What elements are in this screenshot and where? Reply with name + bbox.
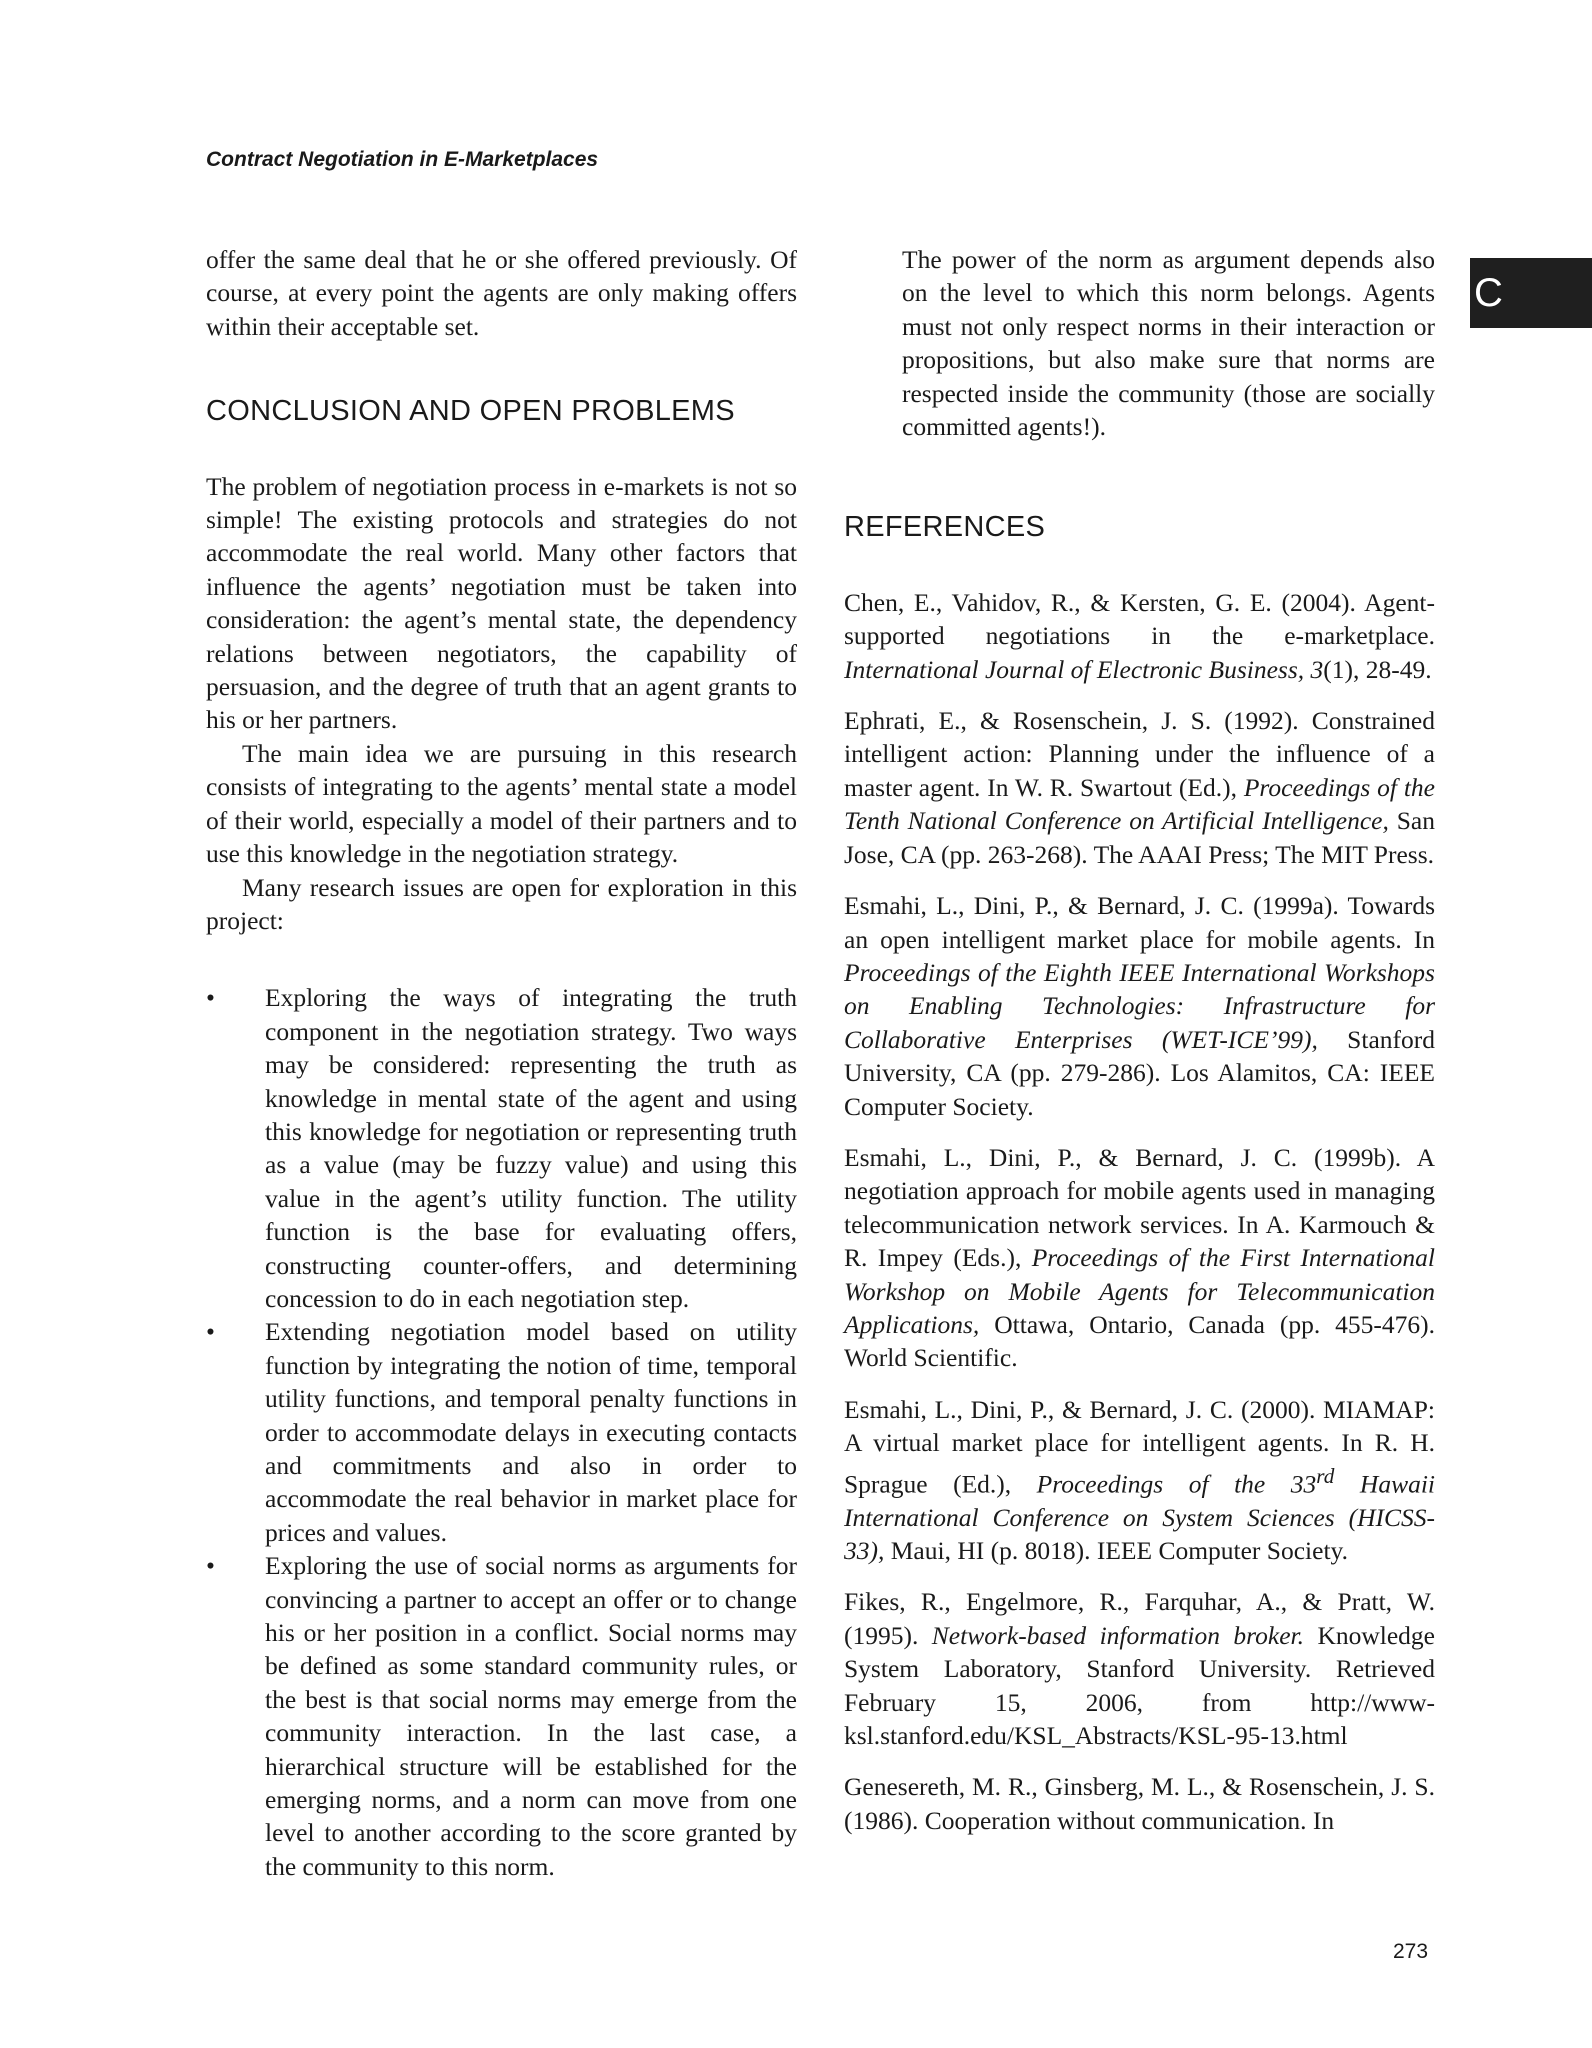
reference-entry: Ephrati, E., & Rosenschein, J. S. (1992). Constrained intelligent action: Planning under the influence of a master agent. In W. R. Swartout (Ed.), Proceedings of the Tenth National Conference on Artificial Intelligence, San Jose, CA (pp. 263-268). The AAAI Press; The MIT Press.: [844, 706, 1435, 869]
reference-entry: Esmahi, L., Dini, P., & Bernard, J. C. (1999b). A negotiation approach for mobile agents used in managing telecommunication network services. In A. Karmouch & R. Impey (Eds.), Proceedings of the First International Workshop on Mobile Agents for Telecommunication Applications, Ottawa, Ontario, Canada (pp. 455-476). World Scientific.: [844, 1142, 1435, 1373]
reference-entry: Esmahi, L., Dini, P., & Bernard, J. C. (2000). MIAMAP: A virtual market place for intelligent agents. In R. H. Sprague (Ed.), Proceedings of the 33rd Hawaii International Conference on System Sciences (HICSS-33), Maui, HI (p. 8018). IEEE Computer Society.: [844, 1394, 1435, 1565]
bullet-icon: •: [206, 1551, 215, 1581]
list-item: [206, 1315, 797, 1549]
list-item-text: Exploring the ways of integrating the truth component in the negotiation strategy. Two ways may be considered: representing the truth as knowledge in mental state of the agent and using this knowledge for negotiation or representing truth as a value (may be fuzzy value) and using this value in the agent’s utility function. The utility function is the base for evaluating offers, constructing counter-offers, and determining concession to do in each negotiation step.: [265, 983, 797, 1313]
conclusion-heading: CONCLUSION AND OPEN PROBLEMS: [206, 395, 735, 428]
list-item-text: Extending negotiation model based on utility function by integrating the notion of time, temporal utility functions, and temporal penalty functions in order to accommodate delays in executing contacts and commitments and also in order to accommodate the real behavior in market place for prices and values.: [265, 1317, 797, 1547]
reference-entry: Chen, E., Vahidov, R., & Kersten, G. E. (2004). Agent-supported negotiations in the e-marketplace. International Journal of Electronic Business, 3(1), 28-49.: [844, 587, 1435, 684]
list-item: [206, 981, 797, 1315]
reference-entry: Esmahi, L., Dini, P., & Bernard, J. C. (1999a). Towards an open intelligent market place for mobile agents. In Proceedings of the Eighth IEEE International Workshops on Enabling Technologies: Infrastructure for Collaborative Enterprises (WET-ICE’99), Stanford University, CA (pp. 279-286). Los Alamitos, CA: IEEE Computer Society.: [844, 891, 1435, 1121]
list-item-text: Exploring the use of social norms as arguments for convincing a partner to accept an offer or to change his or her position in a conflict. Social norms may be defined as some standard community rules, or the best is that social norms may emerge from the community interaction. In the last case, a hierarchical structure will be established for the emerging norms, and a norm can move from one level to another according to the score granted by the community to this norm.: [265, 1551, 797, 1881]
references-heading: REFERENCES: [844, 511, 1046, 544]
body-paragraph: The main idea we are pursuing in this research consists of integrating to the agents’ mental state a model of their world, especially a model of their partners and to use this knowledge in the negotiation strategy.: [206, 738, 797, 869]
research-issues-list: [206, 981, 797, 1883]
bullet-icon: •: [206, 983, 215, 1013]
right-column: [844, 243, 1435, 1855]
body-paragraph: The problem of negotiation process in e-markets is not so simple! The existing protocols and strategies do not accommodate the real world. Many other factors that influence the agents’ negotiation must be taken into consideration: the agent’s mental state, the dependency relations between negotiators, the capability of persuasion, and the degree of truth that an agent grants to his or her partners.: [206, 471, 797, 735]
left-column: [206, 243, 797, 1883]
body-paragraph: Many research issues are open for exploration in this project:: [206, 872, 797, 935]
section-tab: C: [1470, 258, 1592, 328]
running-head-title: Contract Negotiation in E-Marketplaces: [206, 148, 599, 171]
reference-entry: Genesereth, M. R., Ginsberg, M. L., & Rosenschein, J. S. (1986). Cooperation without communication. In: [844, 1772, 1435, 1835]
reference-entry: Fikes, R., Engelmore, R., Farquhar, A., & Pratt, W. (1995). Network-based information broker. Knowledge System Laboratory, Stanford University. Retrieved February 15, 2006, from http://www-ksl.stanford.edu/KSL_Abstracts/KSL-95-13.html: [844, 1587, 1435, 1750]
bullet-icon: •: [206, 1317, 215, 1347]
list-item: [206, 1549, 797, 1883]
continuation-paragraph: offer the same deal that he or she offered previously. Of course, at every point the agents are only making offers within their acceptable set.: [206, 245, 797, 341]
continuation-paragraph: The power of the norm as argument depends also on the level to which this norm belongs. Agents must not only respect norms in their interaction or propositions, but also make sure that norms are respected inside the community (those are socially committed agents!).: [902, 245, 1435, 442]
page-number: 273: [1393, 1940, 1429, 1963]
